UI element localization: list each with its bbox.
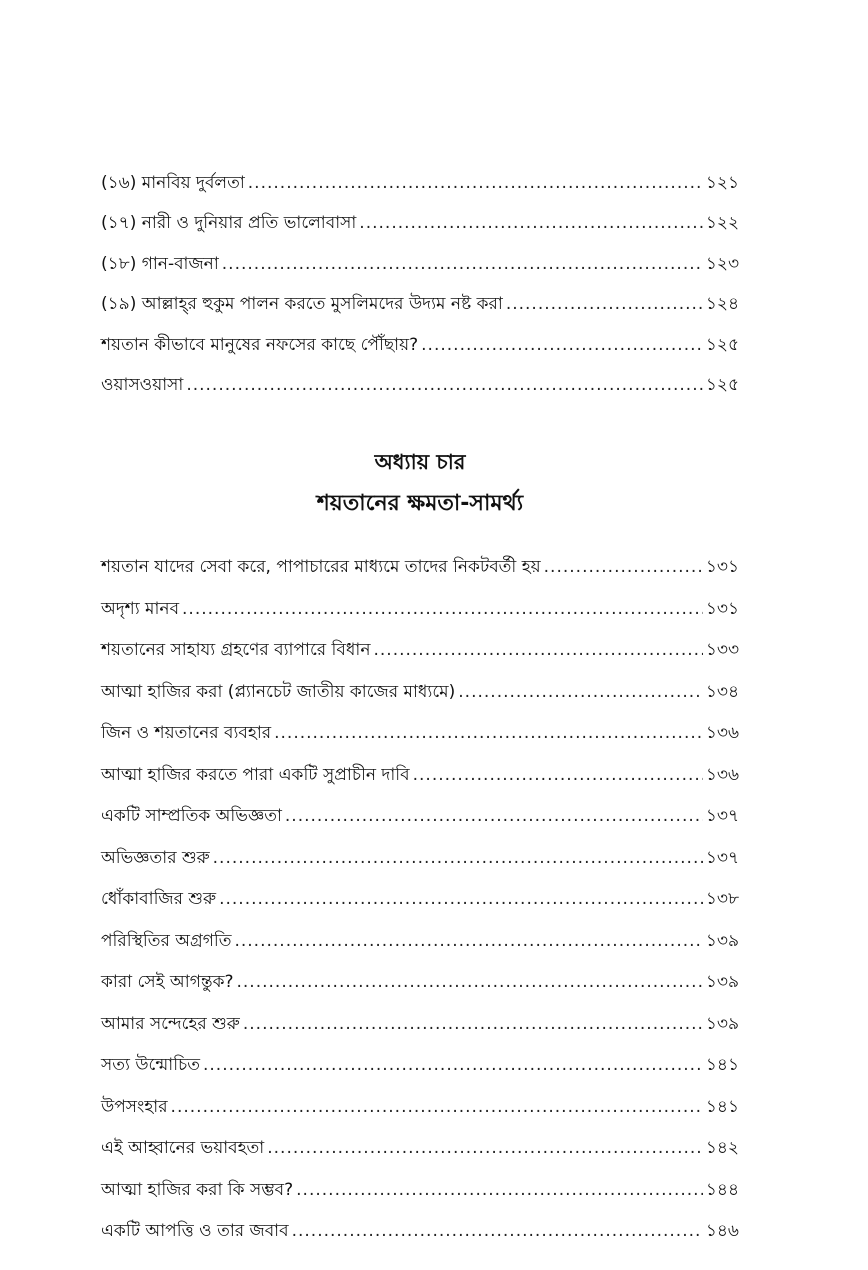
toc-entry bbox=[101, 253, 739, 275]
toc-entry bbox=[101, 556, 739, 578]
toc-entry-page: ১৪১ bbox=[705, 1055, 739, 1075]
toc-entry bbox=[101, 1096, 739, 1118]
toc-section-top bbox=[101, 172, 739, 414]
toc-entry bbox=[101, 598, 739, 620]
toc-entry-title: একটি আপত্তি ও তার জবাব bbox=[101, 1221, 289, 1241]
dot-leader bbox=[506, 293, 703, 315]
dot-leader bbox=[182, 598, 703, 620]
toc-entry-page: ১৩৮ bbox=[705, 889, 739, 909]
chapter-title: শয়তানের ক্ষমতা-সামর্থ্য bbox=[316, 491, 524, 516]
toc-entry-title: (১৭) নারী ও দুনিয়ার প্রতি ভালোবাসা bbox=[101, 213, 357, 234]
toc-section-chapter bbox=[101, 556, 739, 1262]
toc-entry-page: ১৩৪ bbox=[705, 681, 739, 702]
toc-entry-page: ১৩৬ bbox=[705, 764, 739, 785]
dot-leader bbox=[359, 212, 703, 234]
toc-entry-page: ১২১ bbox=[705, 173, 739, 193]
dot-leader bbox=[458, 681, 703, 703]
toc-entry-title: ধোঁকাবাজির শুরু bbox=[101, 889, 217, 909]
toc-entry-page: ১৩৯ bbox=[705, 972, 739, 992]
toc-entry-title: অদৃশ্য মানব bbox=[101, 598, 180, 619]
toc-entry-title: আমার সন্দেহের শুরু bbox=[101, 1013, 240, 1034]
dot-leader bbox=[292, 1220, 703, 1242]
dot-leader bbox=[203, 1054, 703, 1076]
toc-entry-page: ১৩১ bbox=[705, 598, 739, 619]
toc-entry bbox=[101, 334, 739, 356]
dot-leader bbox=[237, 971, 703, 993]
toc-entry bbox=[101, 172, 739, 194]
toc-entry bbox=[101, 681, 739, 703]
toc-entry bbox=[101, 1137, 739, 1159]
dot-leader bbox=[421, 334, 703, 356]
toc-entry-page: ১৩৭ bbox=[705, 806, 739, 826]
toc-entry bbox=[101, 1013, 739, 1035]
dot-leader bbox=[267, 1137, 703, 1159]
dot-leader bbox=[222, 253, 703, 275]
toc-entry-title: (১৯) আল্লাহ্‌র হুকুম পালন করতে মুসলিমদের উদ্যম নষ্ট করা bbox=[101, 294, 503, 315]
toc-entry-title: শয়তানের সাহায্য গ্রহণের ব্যাপারে বিধান bbox=[101, 640, 371, 660]
toc-entry bbox=[101, 971, 739, 993]
toc-entry bbox=[101, 847, 739, 869]
toc-entry-page: ১৪৬ bbox=[705, 1221, 739, 1241]
dot-leader bbox=[186, 374, 703, 396]
toc-entry bbox=[101, 722, 739, 744]
toc-entry-page: ১২৫ bbox=[705, 334, 739, 355]
toc-entry-title: উপসংহার bbox=[101, 1096, 168, 1117]
toc-entry-title: জিন ও শয়তানের ব্যবহার bbox=[101, 723, 272, 743]
toc-entry-title: সত্য উন্মোচিত bbox=[101, 1055, 200, 1075]
toc-entry bbox=[101, 1054, 739, 1076]
toc-entry-page: ১২২ bbox=[705, 213, 739, 234]
chapter-label: অধ্যায় চার bbox=[374, 450, 466, 474]
dot-leader bbox=[171, 1096, 703, 1118]
toc-entry-title: শয়তান যাদের সেবা করে, পাপাচারের মাধ্যমে তাদের নিকটবর্তী হয় bbox=[101, 557, 541, 577]
toc-entry-title: পরিস্থিতির অগ্রগতি bbox=[101, 930, 232, 951]
dot-leader bbox=[544, 556, 703, 578]
toc-entry-title: ওয়াসওয়াসা bbox=[101, 374, 184, 395]
toc-entry bbox=[101, 930, 739, 952]
toc-entry-title: কারা সেই আগন্তুক? bbox=[101, 972, 234, 992]
toc-entry-title: আত্মা হাজির করা (প্ল্যানচেট জাতীয় কাজের মাধ্যমে) bbox=[101, 681, 456, 702]
toc-entry-title: আত্মা হাজির করতে পারা একটি সুপ্রাচীন দাবি bbox=[101, 764, 410, 785]
toc-entry bbox=[101, 1220, 739, 1242]
toc-entry-page: ১৩১ bbox=[705, 557, 739, 577]
toc-entry-page: ১৪১ bbox=[705, 1096, 739, 1117]
toc-entry-title: আত্মা হাজির করা কি সম্ভব? bbox=[101, 1179, 294, 1200]
dot-leader bbox=[285, 805, 703, 827]
toc-entry-page: ১২৩ bbox=[705, 253, 739, 274]
toc-entry-page: ১৩৭ bbox=[705, 847, 739, 868]
toc-entry-title: (১৮) গান-বাজনা bbox=[101, 253, 219, 274]
toc-entry-title: (১৬) মানবিয় দুর্বলতা bbox=[101, 173, 245, 193]
dot-leader bbox=[243, 1013, 703, 1035]
toc-entry bbox=[101, 805, 739, 827]
dot-leader bbox=[413, 764, 703, 786]
toc-entry bbox=[101, 888, 739, 910]
toc-entry-page: ১৩৬ bbox=[705, 723, 739, 743]
dot-leader bbox=[213, 847, 703, 869]
dot-leader bbox=[248, 172, 703, 194]
toc-entry-title: অভিজ্ঞতার শুরু bbox=[101, 847, 210, 868]
dot-leader bbox=[296, 1179, 703, 1201]
toc-entry bbox=[101, 293, 739, 315]
toc-entry-page: ১৩৯ bbox=[705, 1013, 739, 1034]
dot-leader bbox=[219, 888, 703, 910]
toc-entry bbox=[101, 212, 739, 234]
toc-entry-page: ১২৪ bbox=[705, 294, 739, 315]
dot-leader bbox=[373, 639, 702, 661]
toc-entry-page: ১৪৪ bbox=[705, 1179, 739, 1200]
toc-entry-title: এই আহ্বানের ভয়াবহতা bbox=[101, 1138, 265, 1158]
toc-entry bbox=[101, 764, 739, 786]
toc-entry-title: শয়তান কীভাবে মানুষের নফসের কাছে পৌঁছায়? bbox=[101, 334, 419, 355]
toc-entry-page: ১৪২ bbox=[705, 1138, 739, 1158]
dot-leader bbox=[234, 930, 702, 952]
toc-entry bbox=[101, 639, 739, 661]
toc-entry-page: ১২৫ bbox=[705, 374, 739, 395]
toc-entry-title: একটি সাম্প্রতিক অভিজ্ঞতা bbox=[101, 806, 282, 826]
toc-entry bbox=[101, 374, 739, 396]
toc-entry-page: ১৩৩ bbox=[705, 640, 739, 660]
toc-entry bbox=[101, 1179, 739, 1201]
dot-leader bbox=[274, 722, 703, 744]
toc-entry-page: ১৩৯ bbox=[705, 930, 739, 951]
